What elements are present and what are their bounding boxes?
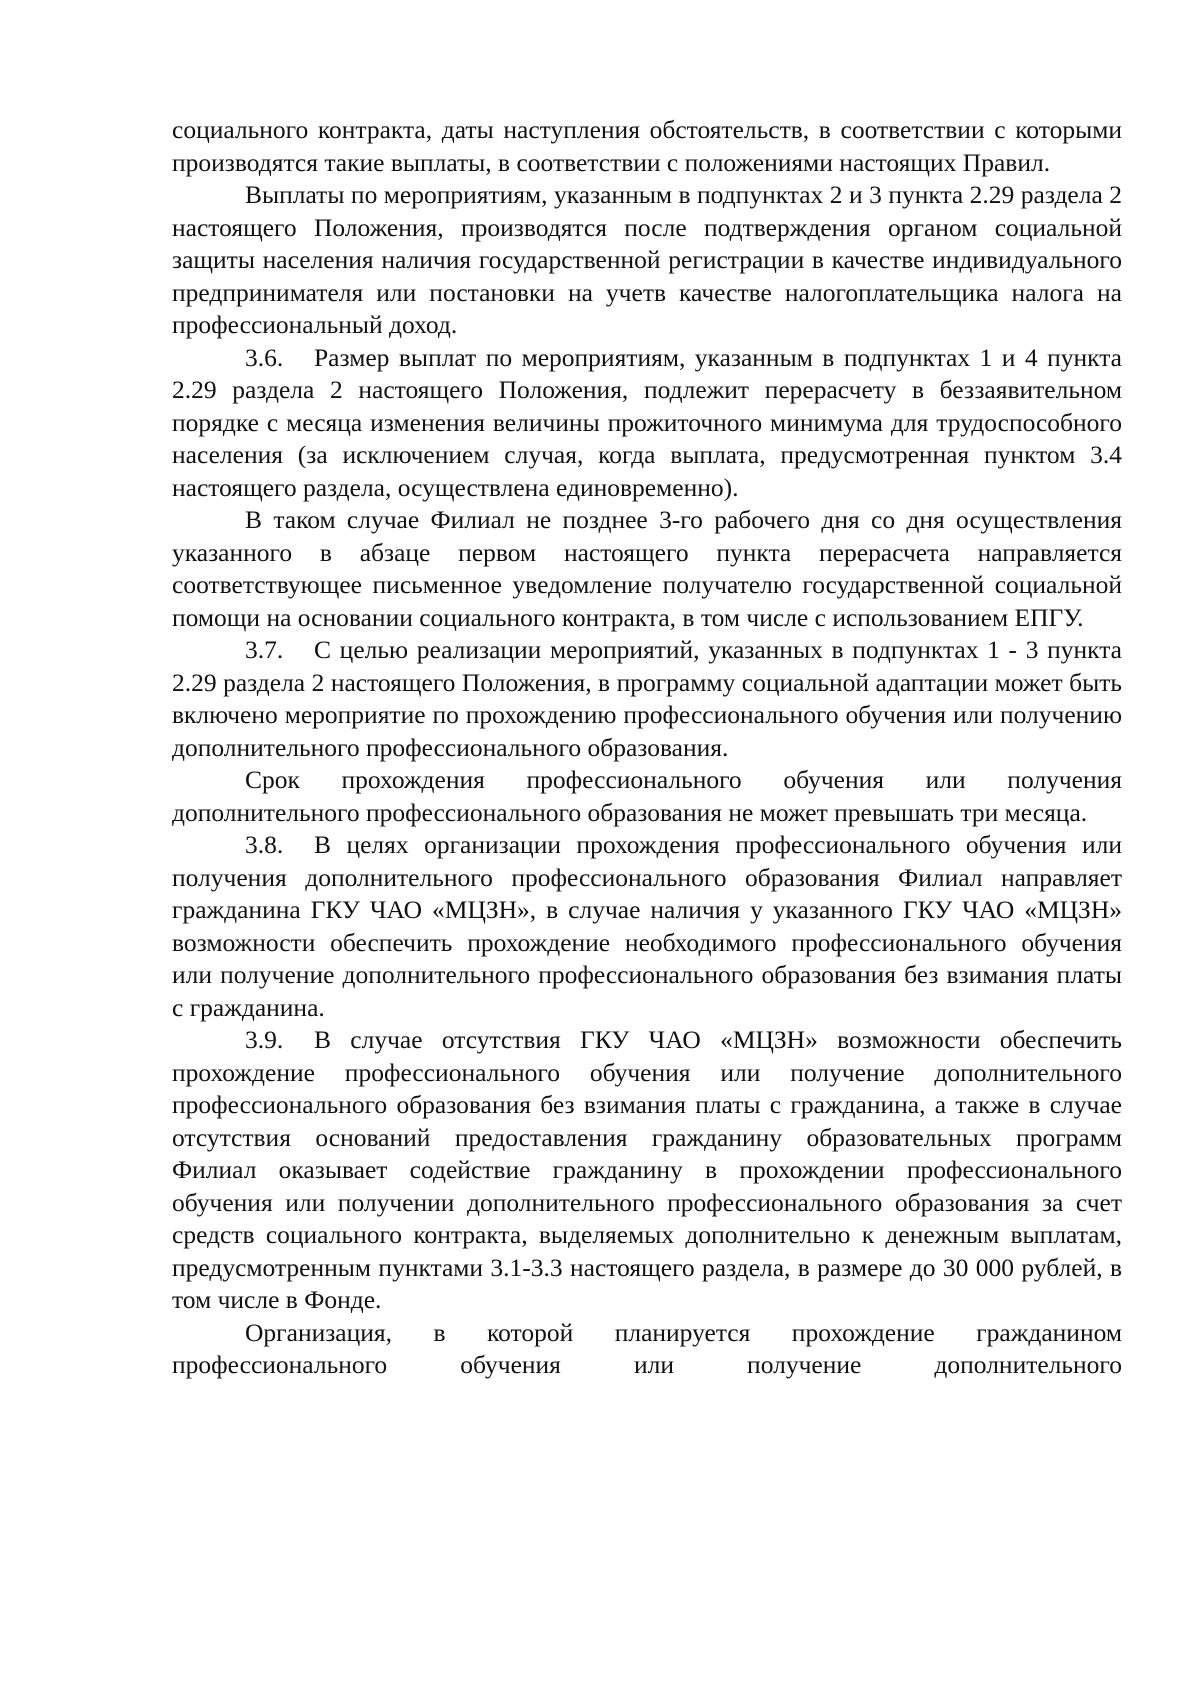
- clause-number: 3.6.: [245, 342, 284, 372]
- paragraph-text: Размер выплат по мероприятиям, указанным в подпунктах 1 и 4 пункта 2.29 раздела 2 настоящего Положения, подлежит перерасчету в беззаявительном порядке с месяца изменения величины прожиточного минимума для трудоспособного населения (за исключением случая, когда выплата, предусмотренная пунктом 3.4 настоящего раздела, осуществлена единовременно).: [172, 342, 1122, 502]
- document-paragraph: [172, 1024, 1122, 1317]
- document-paragraph: [172, 179, 1122, 342]
- clause-number: 3.9.: [245, 1025, 284, 1054]
- paragraph-text: В таком случае Филиал не позднее 3-го рабочего дня со дня осуществления указанного в абзаце первом настоящего пункта перерасчета направляется соответствующее письменное уведомление получателю государственной социальной помощи на основании социального контракта, в том числе с использованием ЕПГУ.: [172, 505, 1122, 632]
- document-page: [172, 114, 1122, 1382]
- paragraph-text: С целью реализации мероприятий, указанных в подпунктах 1 - 3 пункта 2.29 раздела 2 настоящего Положения, в программу социальной адаптации может быть включено мероприятие по прохождению профессионального обучения или получению дополнительного профессионального образования.: [172, 635, 1122, 762]
- clause-number: 3.7.: [245, 635, 284, 664]
- document-paragraph: [172, 504, 1122, 634]
- clause-number: 3.8.: [245, 830, 284, 859]
- document-paragraph: [172, 764, 1122, 829]
- document-paragraph: [172, 634, 1122, 764]
- document-paragraph: [172, 342, 1122, 505]
- paragraph-text: В целях организации прохождения профессионального обучения или получения дополнительного профессионального образования Филиал направляет гражданина ГКУ ЧАО «МЦЗН», в случае наличия у указанного ГКУ ЧАО «МЦЗН» возможности обеспечить прохождение необходимого профессионального обучения или получение дополнительного профессионального образования без взимания платы с гражданина.: [172, 830, 1122, 1022]
- paragraph-text: Выплаты по мероприятиям, указанным в подпунктах 2 и 3 пункта 2.29 раздела 2 настоящего Положения, производятся после подтверждения органом социальной защиты населения наличия государственной регистрации в качестве индивидуального предпринимателя или постановки на учетв качестве налогоплательщика налога на профессиональный доход.: [172, 180, 1122, 339]
- document-paragraph: [172, 1317, 1122, 1382]
- paragraph-text: В случае отсутствия ГКУ ЧАО «МЦЗН» возможности обеспечить прохождение профессионального обучения или получение дополнительного профессионального образования без взимания платы с гражданина, а также в случае отсутствия оснований предоставления гражданину образовательных программ Филиал оказывает содействие гражданину в прохождении профессионального обучения или получении дополнительного профессионального образования за счет средств социального контракта, выделяемых дополнительно к денежным выплатам, предусмотренным пунктами 3.1-3.3 настоящего раздела, в размере до 30 000 рублей, в том числе в Фонде.: [172, 1025, 1122, 1314]
- paragraph-text: социального контракта, даты наступления обстоятельств, в соответствии с которыми производятся такие выплаты, в соответствии с положениями настоящих Правил.: [172, 115, 1122, 177]
- paragraph-text: Срок прохождения профессионального обучения или получения дополнительного профессионального образования не может превышать три месяца.: [172, 765, 1122, 827]
- paragraph-text: Организация, в которой планируется прохождение гражданином профессионального обучения или получение дополнительного: [172, 1317, 1122, 1379]
- document-paragraph: [172, 114, 1122, 179]
- document-paragraph: [172, 829, 1122, 1024]
